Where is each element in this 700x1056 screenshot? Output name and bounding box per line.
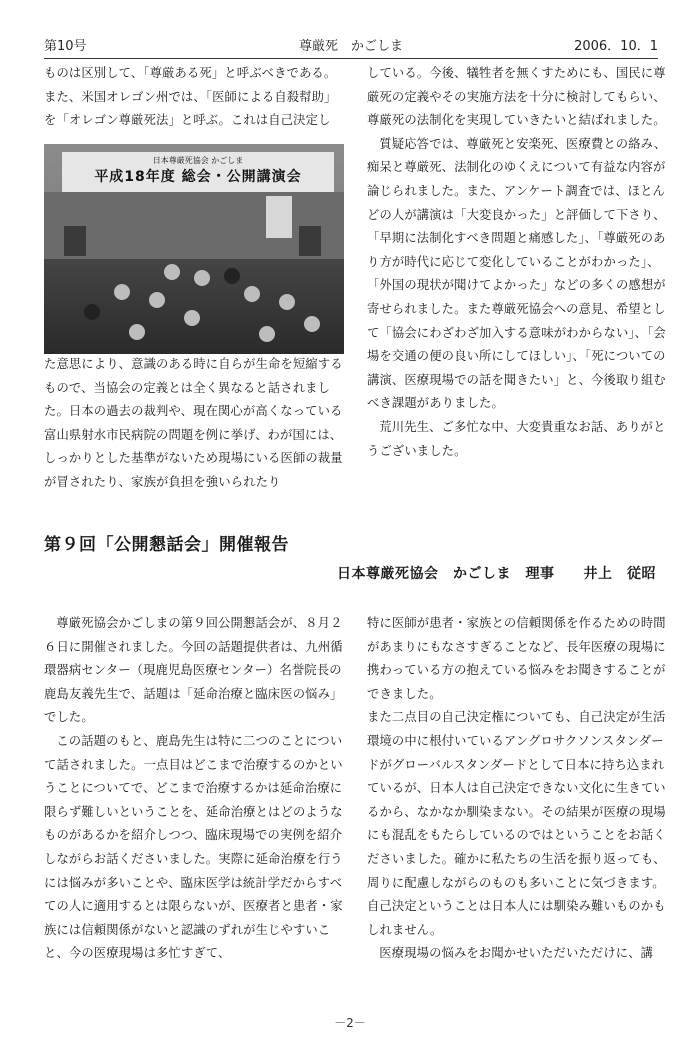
audience-head: [129, 324, 145, 340]
issue-date: 2006．10．1: [574, 39, 658, 54]
audience-head: [114, 284, 130, 300]
banner-organizer: 日本尊厳死協会 かごしま: [152, 156, 244, 165]
paragraph: ものは区別して、「尊厳ある死」と呼ぶべきである。また、米国オレゴン州では、「医師による自殺幇助」を「オレゴン尊厳死法」と呼ぶ。これは自己決定し: [44, 66, 337, 128]
article-title: 第９回「公開懇話会」開催報告: [44, 535, 289, 555]
banner-event-name: 平成18年度 総会・公開講演会: [94, 169, 302, 185]
podium-right: [299, 226, 321, 256]
paragraph: している。今後、犠牲者を無くすためにも、国民に尊厳死の定義やその実施方法を十分に検討してもらい、尊厳死の法制化を実現していきたいと結ばれました。: [367, 66, 666, 128]
audience-head: [259, 326, 275, 342]
page-header: [44, 37, 658, 59]
article1-col1-top: [44, 62, 344, 133]
audience-head: [304, 316, 320, 332]
page-number: －2－: [334, 1016, 366, 1030]
paragraph: 荒川先生、ご多忙な中、大変貴重なお話、ありがとうございました。: [367, 419, 666, 458]
paragraph: 特に医師が患者・家族との信頼関係を作るための時間があまりにもなさすぎることなど、長年医療の現場に携わっている方の抱えている悩みをお聞きすることができました。: [367, 616, 666, 701]
paragraph: この話題のもと、鹿島先生は特に二つのことについて話されました。一点目はどこまで治療するのかということについてで、どこまで治療するかは延命治療に限らず難しいということを、延命治療とはどのようなものがあるかを紹介しつつ、臨床現場での実例を紹介しながらお話くださいました。実際に延命治療を行うには悩みが多いことや、臨床医学は統計学だからすべての人に適用するとは限らないが、医療者と患者・家族には信頼関係がないと認識のずれが生じやすいこと、今の医療現場は多忙すぎて、: [44, 733, 343, 961]
audience-head: [244, 286, 260, 302]
article2-col2: [367, 612, 667, 966]
paragraph: た意思により、意識のある時に自らが生命を短縮するもので、当協会の定義とは全く異なると話されました。日本の過去の裁判や、現在関心が高くなっている富山県射水市民病院の問題を例に挙げ、わが国には、しっかりとした基準がないため現場にいる医師の裁量が冒されたり、家族が負担を強いられたり: [44, 357, 343, 489]
newsletter-title: 尊厳死 かごしま: [298, 39, 403, 54]
header-rule: [44, 58, 658, 59]
placard: [266, 196, 292, 238]
audience-head: [149, 292, 165, 308]
event-photo: [44, 144, 344, 354]
audience-head: [84, 304, 100, 320]
audience-head: [224, 268, 240, 284]
podium-left: [64, 226, 86, 256]
paragraph: また二点目の自己決定権についても、自己決定が生活環境の中に根付いているアングロサクソンスタンダードがグローバルスタンダードとして日本に持ち込まれているが、日本人は自己決定できない文化に生きているから、なかなか馴染まない。その結果が医療の現場にも混乱をもたらしているのではということをお話くださいました。確かに私たちの生活を振り返っても、周りに配慮しながらのものも多いことに気づきます。自己決定ということは日本人には馴染み難いものかもしれません。: [367, 710, 666, 937]
article-author: 日本尊厳死協会 かごしま 理事 井上 従昭: [337, 566, 656, 582]
article1-col2: [367, 62, 667, 463]
paragraph: 尊厳死協会かごしまの第９回公開懇話会が、８月２６日に開催されました。今回の話題提供者は、九州循環器病センター（現鹿児島医療センター）名誉院長の鹿島友義先生で、話題は「延命治療と臨床医の悩み」でした。: [44, 616, 343, 725]
paragraph: 質疑応答では、尊厳死と安楽死、医療費との絡み、痴呆と尊厳死、法制化のゆくえについて有益な内容が論じられました。また、アンケート調査では、ほとんどの人が講演は「大変良かった」と評価して下さり、「早期に法制化すべき問題と痛感した」、「尊厳死のあり方が時代に応じて変化していることがわかった」、「外国の現状が聞けてよかった」などの多くの感想が寄せられました。また尊厳死協会への意見、希望として「協会にわざわざ加入する意味がわからない」、「会場を交通の便の良い所にしてほしい」、「死についての講演、医療現場での話を聞きたい」と、今後取り組むべき課題がありました。: [367, 136, 667, 411]
event-banner: [62, 152, 334, 194]
audience-head: [184, 310, 200, 326]
paragraph: 医療現場の悩みをお聞かせいただいただけに、講: [379, 946, 654, 961]
audience-head: [194, 270, 210, 286]
audience-head: [279, 294, 295, 310]
article2-col1: [44, 612, 344, 966]
issue-number: 第10号: [44, 39, 87, 54]
audience-head: [164, 264, 180, 280]
article1-col1-bottom: [44, 353, 344, 495]
